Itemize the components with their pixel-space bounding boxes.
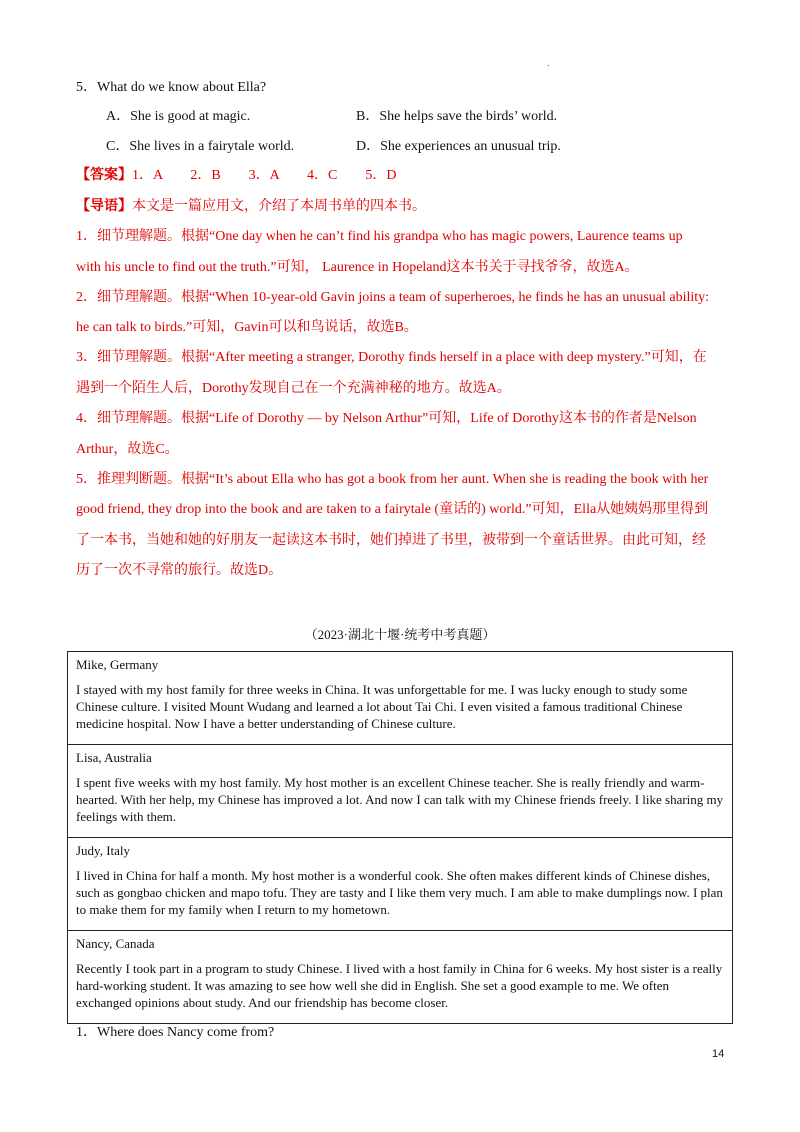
table-row <box>68 931 733 1024</box>
option-d: D．She experiences an unusual trip. <box>356 139 561 154</box>
guide-text: 本文是一篇应用文，介绍了本周书单的四本书。 <box>132 199 426 214</box>
explanation-line: 了一本书，当她和她的好朋友一起读这本书时，她们掉进了书里，被带到一个童话世界。由此可知，经 <box>76 533 706 548</box>
profile-name: Lisa, Australia <box>76 750 152 765</box>
question-5-stem: 5．What do we know about Ella? <box>76 80 267 95</box>
profiles-table <box>67 651 733 1024</box>
question-1-stem: 1．Where does Nancy come from? <box>76 1025 275 1040</box>
explanation-line: 历了一次不寻常的旅行。故选D。 <box>76 563 283 578</box>
option-b: B．She helps save the birds’ world. <box>356 109 558 124</box>
profile-cell <box>68 745 733 838</box>
explanation-line: good friend, they drop into the book and are taken to a fairytale (童话的) world.”可知，Ella从她姨妈那里得到 <box>76 502 709 517</box>
explanation-line: 1．细节理解题。根据“One day when he can’t find his grandpa who has magic powers, Laurence teams up <box>76 229 683 244</box>
explanation-line: 4．细节理解题。根据“Life of Dorothy — by Nelson Arthur”可知，Life of Dorothy这本书的作者是Nelson <box>76 411 697 426</box>
profile-name: Nancy, Canada <box>76 936 155 951</box>
profile-name: Mike, Germany <box>76 657 159 672</box>
top-dot-mark: . <box>547 58 550 69</box>
profile-text: Recently I took part in a program to study Chinese. I lived with a host family in China for 6 weeks. My host sister is a really hard-working student. It was amazing to see how well she did in English. She set a good example to me. We often exchanged opinions about study. And our friendship has become closer. <box>76 961 723 1010</box>
table-row <box>68 745 733 838</box>
answer-label: 【答案】 <box>76 168 132 183</box>
table-row <box>68 838 733 931</box>
profile-name: Judy, Italy <box>76 843 131 858</box>
answer-row <box>76 166 396 186</box>
profile-cell <box>68 652 733 745</box>
explanation-line: Arthur，故选C。 <box>76 442 179 457</box>
profile-cell <box>68 931 733 1024</box>
option-a: A．She is good at magic. <box>106 109 251 124</box>
answer-text: 1．A 2．B 3．A 4．C 5．D <box>132 168 397 183</box>
source-caption: （2023·湖北十堰·统考中考真题） <box>304 627 496 642</box>
profile-text: I lived in China for half a month. My host mother is a wonderful cook. She often makes different kinds of Chinese dishes, such as gongbao chicken and mapo tofu. They are tasty and I like them very much. I am able to make dumplings now. I plan to make them for my family when I return to my hometown. <box>76 868 723 917</box>
explanation-line: 3．细节理解题。根据“After meeting a stranger, Dorothy finds herself in a place with deep mystery.”可知，在 <box>76 350 707 365</box>
table-row <box>68 652 733 745</box>
explanation-line: with his uncle to find out the truth.”可知， Laurence in Hopeland这本书关于寻找爷爷，故选A。 <box>76 260 639 275</box>
explanation-line: 5．推理判断题。根据“It’s about Ella who has got a book from her aunt. When she is reading the book with her <box>76 472 709 487</box>
profile-cell <box>68 838 733 931</box>
profile-text: I spent five weeks with my host family. My host mother is an excellent Chinese teacher. She is really friendly and warm-hearted. With her help, my Chinese has improved a lot. And now I can talk with my Chinese friends freely. I like sharing my feelings with them. <box>76 775 724 824</box>
page-number: 14 <box>712 1048 725 1060</box>
profile-text: I stayed with my host family for three weeks in China. It was unforgettable for me. I was lucky enough to study some Chinese culture. I visited Mount Wudang and learned a lot about Tai Chi. I even visited a famous traditional Chinese medicine hospital. Now I have a better understanding of Chinese culture. <box>76 682 688 731</box>
guide-label: 【导语】 <box>76 199 132 214</box>
explanation-line: 遇到一个陌生人后，Dorothy发现自己在一个充满神秘的地方。故选A。 <box>76 381 511 396</box>
explanation-line: 2．细节理解题。根据“When 10-year-old Gavin joins a team of superheroes, he finds he has an unusual ability: <box>76 290 710 305</box>
explanation-line: he can talk to birds.”可知，Gavin可以和鸟说话，故选B。 <box>76 320 418 335</box>
guide-row <box>76 197 426 217</box>
option-c: C．She lives in a fairytale world. <box>106 139 295 154</box>
